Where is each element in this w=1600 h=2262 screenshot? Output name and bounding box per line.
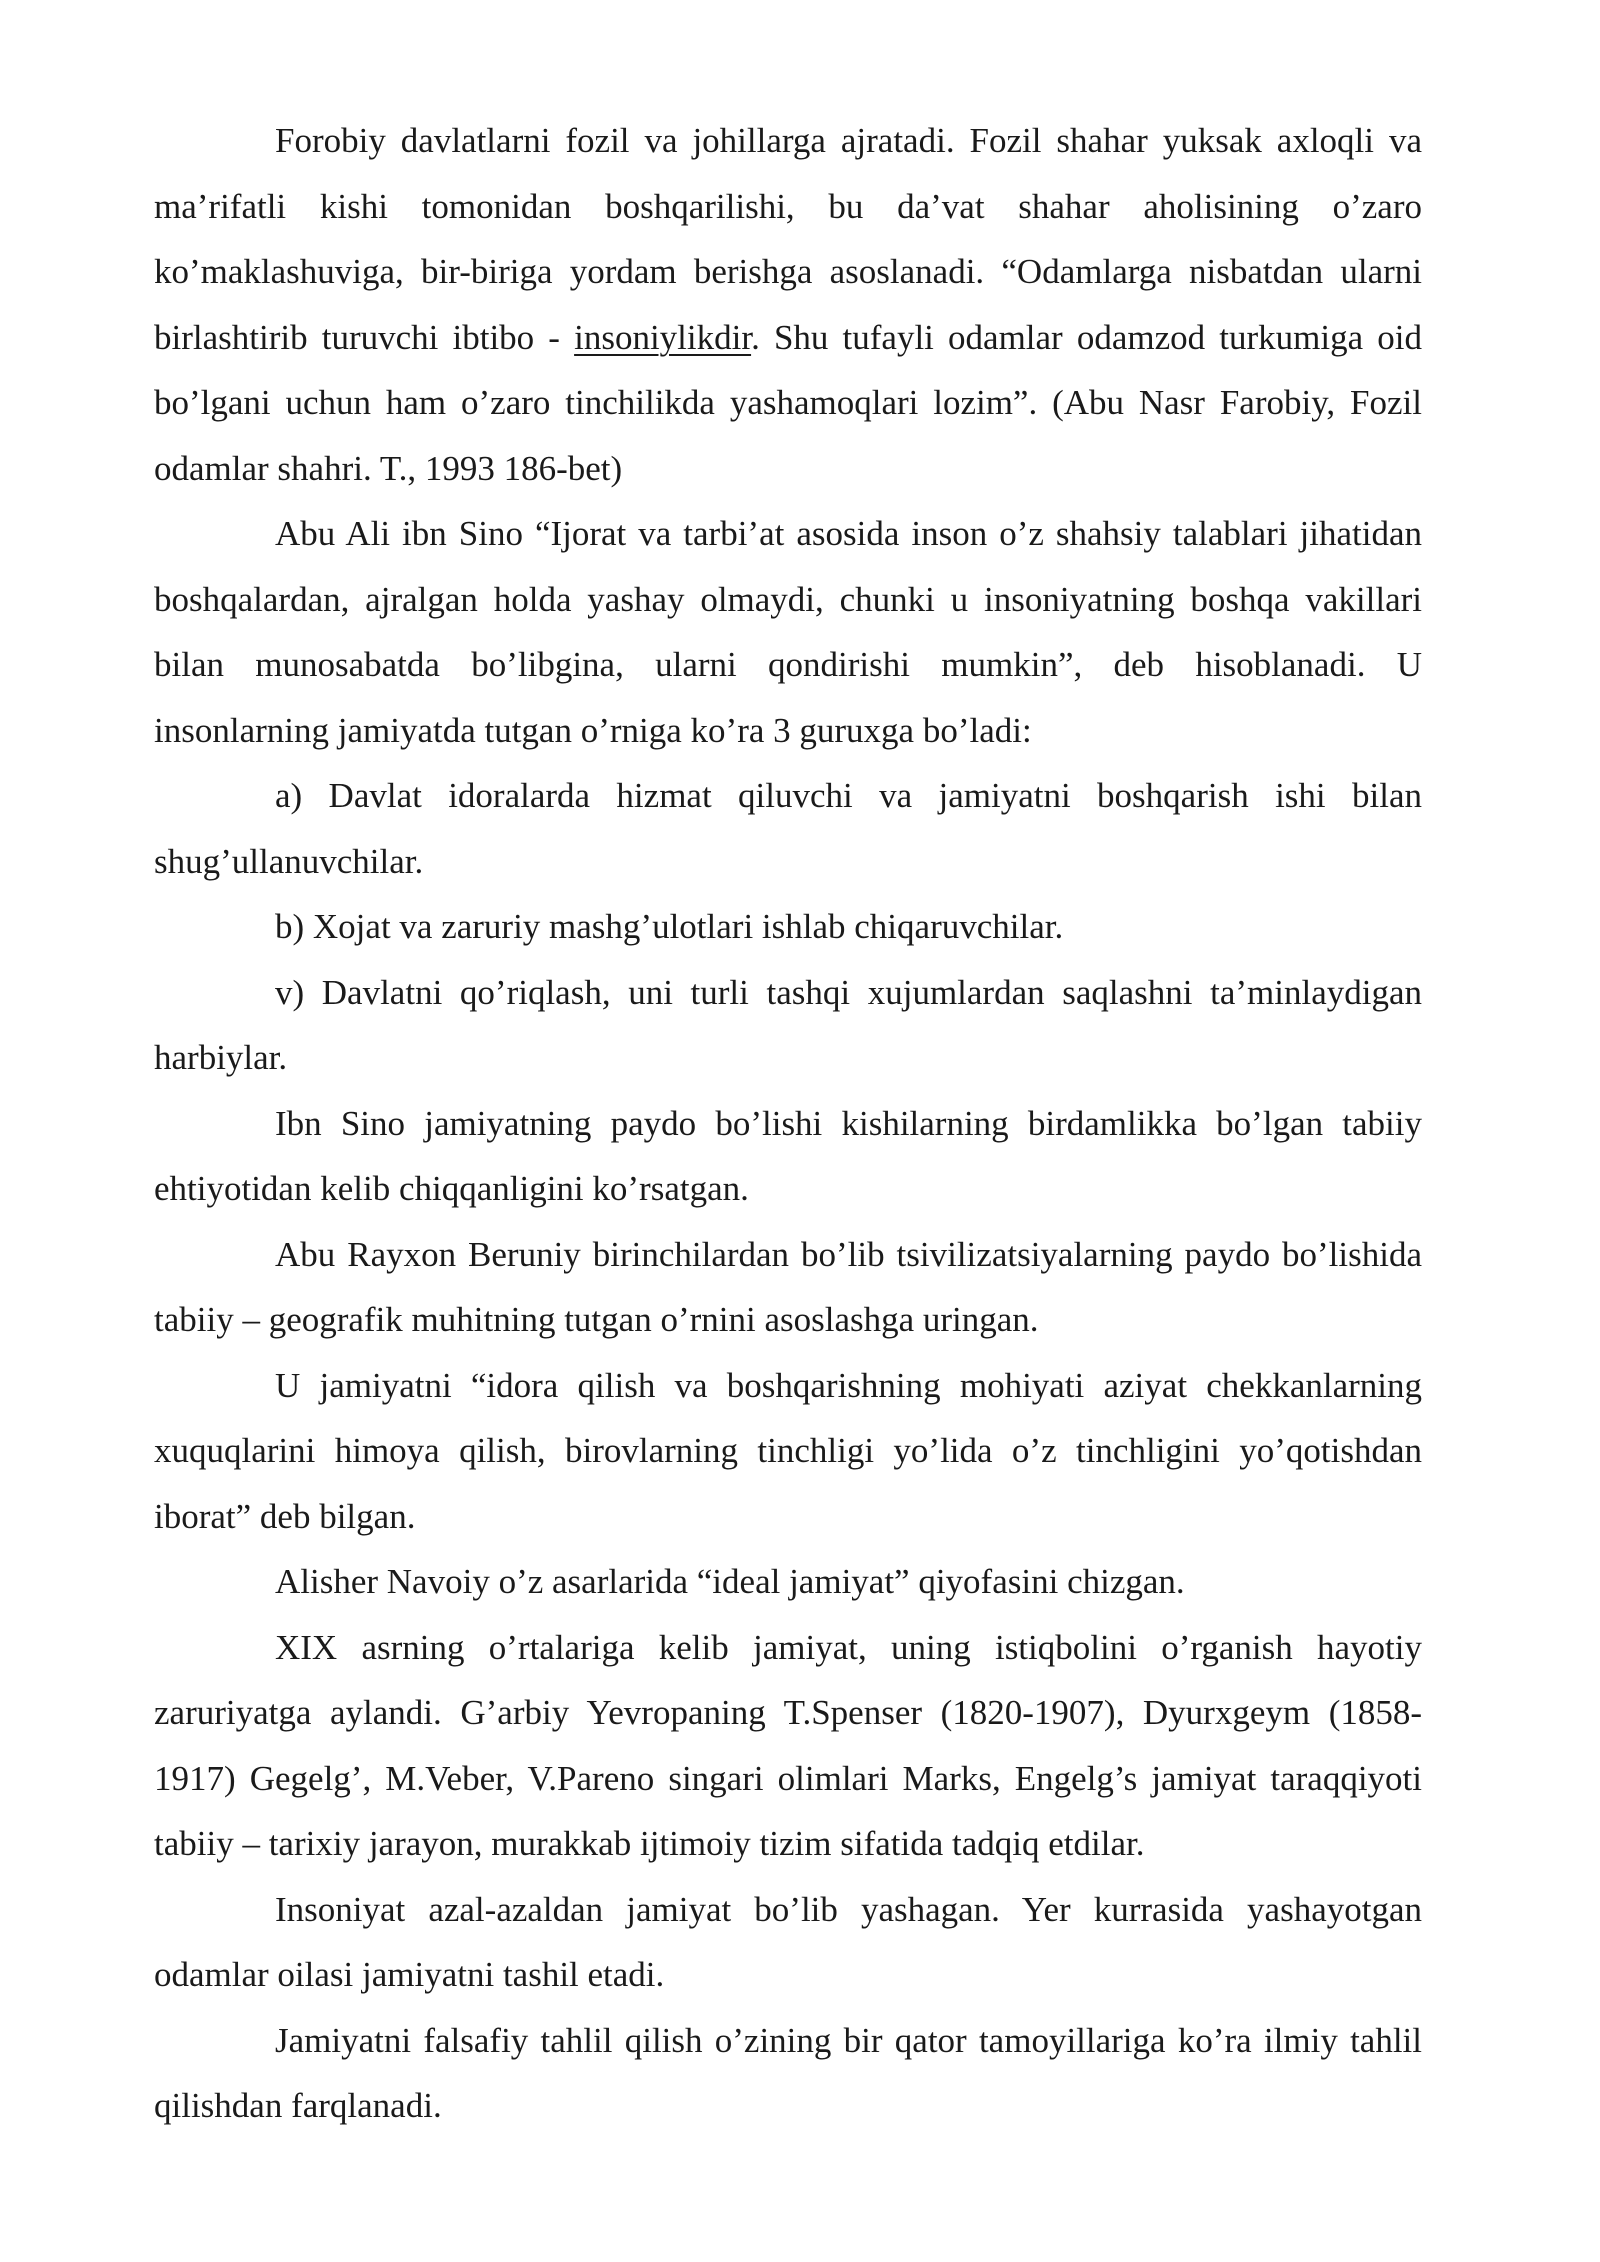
paragraph-beruniy-governance: U jamiyatni “idora qilish va boshqarishning mohiyati aziyat chekkanlarning xuquqlarini himoya qilish, birovlarning tinchligi yo’lida o’z tinchligini yo’qotishdan iborat” deb bilgan. <box>154 1365 1422 1536</box>
paragraph-humanity: Insoniyat azal-azaldan jamiyat bo’lib yashagan. Yer kurrasida yashayotgan odamlar oilasi jamiyatni tashil etadi. <box>154 1889 1422 1994</box>
paragraph-beruniy: Abu Rayxon Beruniy birinchilardan bo’lib tsivilizatsiyalarning paydo bo’lishida tabiiy – geografik muhitning tutgan o’rnini asoslashga uringan. <box>154 1234 1422 1339</box>
paragraph-ibn-sino: Abu Ali ibn Sino “Ijorat va tarbi’at asosida inson o’z shahsiy talablari jihatidan boshqalardan, ajralgan holda yashay olmaydi, chunki u insoniyatning boshqa vakillari bilan munosabatda bo’libgina, ularni qondirishi mumkin”, deb hisoblanadi. U insonlarning jamiyatda tutgan o’rniga ko’ra 3 guruxga bo’ladi: <box>154 514 1422 750</box>
list-item-a: a) Davlat idoralarda hizmat qiluvchi va jamiyatni boshqarish ishi bilan shug’ullanuvchilar. <box>154 776 1422 881</box>
underlined-term: insoniylikdir <box>574 317 752 357</box>
paragraph-navoiy: Alisher Navoiy o’z asarlarida “ideal jamiyat” qiyofasini chizgan. <box>275 1562 1185 1601</box>
list-item-v: v) Davlatni qo’riqlash, uni turli tashqi xujumlardan saqlashni ta’minlaydigan harbiylar. <box>154 972 1422 1077</box>
document-page <box>154 108 1422 2139</box>
paragraph-xix-century: XIX asrning o’rtalariga kelib jamiyat, uning istiqbolini o’rganish hayotiy zaruriyatga aylandi. G’arbiy Yevropaning T.Spenser (1820-1907), Dyurxgeym (1858-1917) Gegelg’, M.Veber, V.Pareno singari olimlari Marks, Engelg’s jamiyat taraqqiyoti tabiiy – tarixiy jarayon, murakkab ijtimoiy tizim sifatida tadqiq etdilar. <box>154 1627 1422 1863</box>
paragraph-farobiy <box>154 108 1422 501</box>
paragraph-ibn-sino-origin: Ibn Sino jamiyatning paydo bo’lishi kishilarning birdamlikka bo’lgan tabiiy ehtiyotidan kelib chiqqanligini ko’rsatgan. <box>154 1103 1422 1208</box>
paragraph-farobiy-text-end: . Shu tufayli odamlar odamzod turkumiga oid bo’lgani uchun ham o’zaro tinchilikda yashamoqlari lozim”. (Abu Nasr Farobiy, Fozil odamlar shahri. T., 1993 186-bet) <box>154 317 1422 488</box>
list-item-b: b) Xojat va zaruriy mashg’ulotlari ishlab chiqaruvchilar. <box>275 907 1064 946</box>
paragraph-farobiy-text-start: Forobiy davlatlarni fozil va johillarga ajratadi. Fozil shahar yuksak axloqli va ma’rifatli kishi tomonidan boshqarilishi, bu da’vat shahar aholisining o’zaro ko’maklashuviga, bir-biriga yordam berishga asoslanadi. “Odamlarga nisbatdan ularni birlashtirib turuvchi ibtibo - <box>154 121 1422 357</box>
paragraph-philosophical-analysis: Jamiyatni falsafiy tahlil qilish o’zining bir qator tamoyillariga ko’ra ilmiy tahlil qilishdan farqlanadi. <box>154 2020 1422 2125</box>
